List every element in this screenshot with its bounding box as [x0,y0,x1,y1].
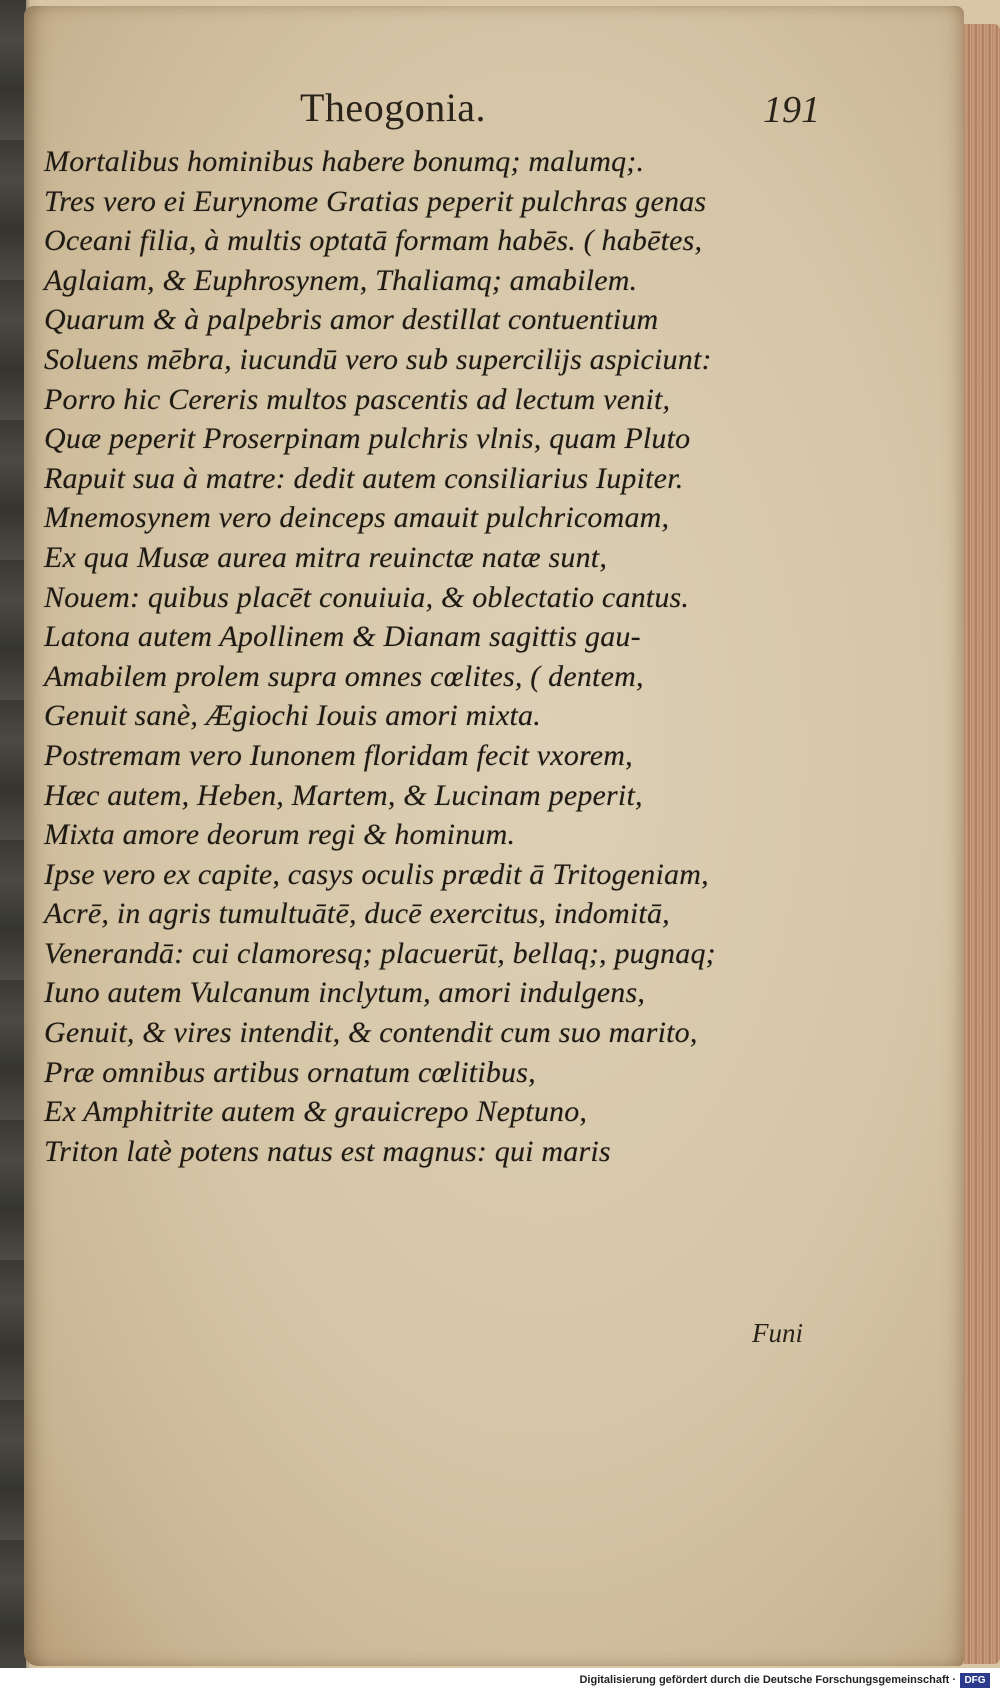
verse-line: Rapuit sua à matre: dedit autem consiliarius Iupiter. [44,461,684,495]
verse-line: Mixta amore deorum regi & hominum. [44,818,516,852]
footer-bar [0,1668,1000,1696]
book-cover-edge [0,0,26,1668]
verse-line: Ex Amphitrite autem & grauicrepo Neptuno, [44,1095,588,1129]
verse-line: Aglaiam, & Euphrosynem, Thaliamq; amabilem. [44,263,638,297]
verse-line: Ipse vero ex capite, casys oculis prædit ā Tritogeniam, [44,857,709,891]
verse-line: Iuno autem Vulcanum inclytum, amori indulgens, [44,976,646,1010]
verse-line: Nouem: quibus placēt conuiuia, & oblectatio cantus. [44,580,690,614]
verse-line: Amabilem prolem supra omnes cœlites, ( dentem, [44,659,644,693]
verse-line: Genuit, & vires intendit, & contendit cum suo marito, [44,1016,698,1050]
page-stack-edge [964,24,1000,1664]
catchword: Funi [752,1318,803,1348]
verse-line: Hæc autem, Heben, Martem, & Lucinam peperit, [44,778,643,812]
verse-line: Tres vero ei Eurynome Gratias peperit pulchras genas [44,184,707,218]
verse-line: Soluens mēbra, iucundū vero sub supercilijs aspiciunt: [44,342,712,376]
verse-line: Porro hic Cereris multos pascentis ad lectum venit, [44,382,671,416]
verse-line: Oceani filia, à multis optatā formam habēs. ( habētes, [44,224,703,258]
verse-line: Præ omnibus artibus ornatum cœlitibus, [44,1055,536,1089]
dfg-logo: DFG [960,1673,990,1688]
page-number: 191 [763,89,820,131]
verse-line: Latona autem Apollinem & Dianam sagittis gau- [44,620,641,654]
verse-line: Quæ peperit Proserpinam pulchris vlnis, quam Pluto [44,422,691,456]
page-header [300,84,820,138]
verse-line: Venerandā: cui clamoresq; placuerūt, bellaq;, pugnaq; [44,936,716,970]
verse-line: Ex qua Musæ aurea mitra reuinctæ natæ sunt, [44,540,608,574]
verse-line: Triton latè potens natus est magnus: qui maris [44,1134,611,1168]
running-title: Theogonia. [300,85,487,130]
funding-credit: Digitalisierung gefördert durch die Deutsche Forschungsgemeinschaft · [579,1674,956,1686]
verse-line: Mortalibus hominibus habere bonumq; malumq;. [44,145,645,178]
verse-line: Quarum & à palpebris amor destillat contuentium [44,303,659,337]
verse-text-block [44,142,844,1171]
verse-line: Mnemosynem vero deinceps amauit pulchricomam, [44,501,670,535]
verse-line: Genuit sanè, Ægiochi Iouis amori mixta. [44,699,541,733]
verse-line: Postremam vero Iunonem floridam fecit vxorem, [44,738,633,772]
verse-line: Acrē, in agris tumultuātē, ducē exercitus, indomitā, [44,897,670,931]
